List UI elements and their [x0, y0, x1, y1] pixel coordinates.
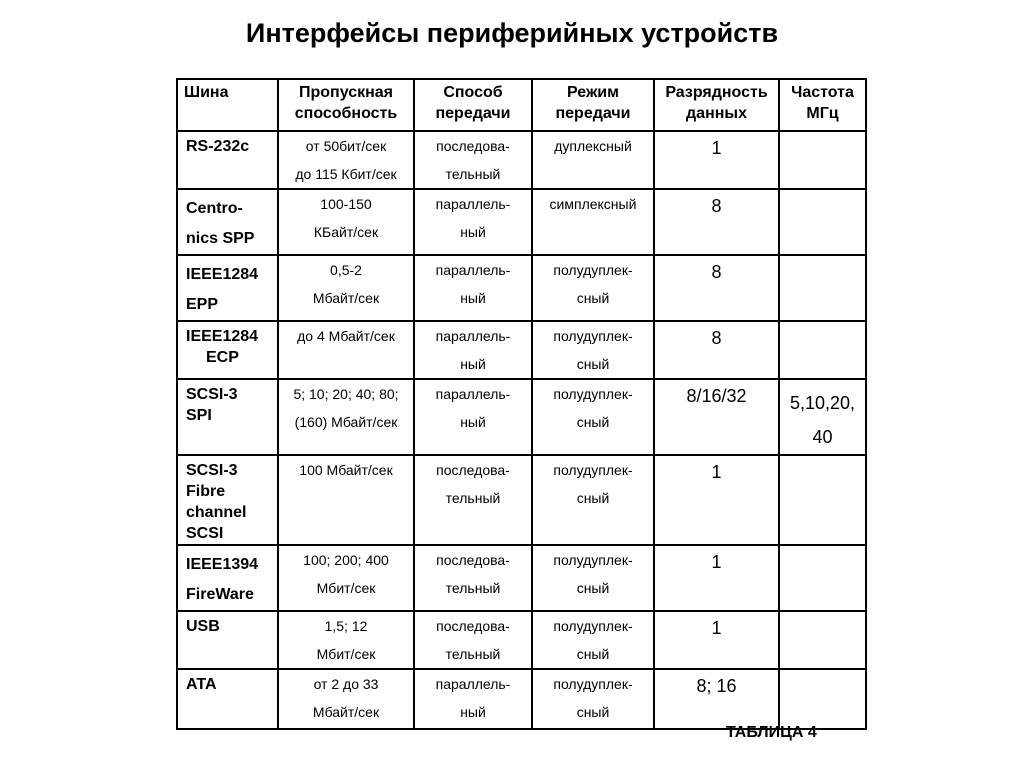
cell-method-line: последова-	[436, 552, 510, 568]
header-width-line1: Разрядность	[665, 84, 768, 101]
header-bandwidth-line1: Пропускная	[298, 84, 393, 101]
header-mode-line1: Режим	[567, 84, 619, 101]
bus-name-line: USB	[186, 618, 220, 635]
cell-mode	[532, 189, 654, 255]
table-row	[177, 611, 866, 669]
bus-name-line: EPP	[186, 296, 219, 313]
cell-freq	[779, 321, 866, 379]
cell-mode	[532, 131, 654, 189]
cell-method-line: параллель-	[435, 676, 511, 692]
cell-bus	[177, 189, 278, 255]
cell-method-line: ный	[460, 290, 486, 306]
table-row	[177, 255, 866, 321]
cell-bandwidth-line: до 4 Мбайт/сек	[297, 328, 395, 344]
cell-bandwidth-line: Мбит/сек	[316, 646, 376, 662]
cell-method-line: тельный	[445, 490, 501, 506]
cell-method	[414, 669, 532, 729]
table-row	[177, 455, 866, 545]
table-row	[177, 545, 866, 611]
cell-freq	[779, 189, 866, 255]
bus-name-line: Centro-	[186, 200, 243, 217]
header-mode	[532, 79, 654, 131]
cell-mode-line: сный	[576, 490, 610, 506]
cell-bandwidth	[278, 611, 414, 669]
cell-freq	[779, 455, 866, 545]
bus-name-line: channel	[186, 504, 247, 521]
cell-bandwidth	[278, 131, 414, 189]
cell-bandwidth-line: Мбит/сек	[316, 580, 376, 596]
cell-mode-line: полудуплек-	[553, 328, 633, 344]
bus-name-line: IEEE1394	[186, 556, 259, 573]
bus-name-line: FireWare	[186, 586, 254, 603]
cell-bus	[177, 669, 278, 729]
bus-name-line: RS-232c	[186, 138, 250, 155]
table-row	[177, 669, 866, 729]
cell-method-line: тельный	[445, 166, 501, 182]
bus-name-line: SCSI-3	[186, 386, 238, 403]
cell-width: 8; 16	[654, 669, 779, 729]
cell-method-line: ный	[460, 224, 486, 240]
cell-width: 8	[654, 189, 779, 255]
cell-mode-line: полудуплек-	[553, 618, 633, 634]
cell-bandwidth-line: 5; 10; 20; 40; 80;	[293, 386, 399, 402]
cell-mode-line: полудуплек-	[553, 462, 633, 478]
header-freq-line2: МГц	[806, 105, 839, 122]
cell-bandwidth	[278, 669, 414, 729]
cell-mode	[532, 611, 654, 669]
cell-method-line: параллель-	[435, 386, 511, 402]
cell-method	[414, 321, 532, 379]
cell-width: 8/16/32	[654, 379, 779, 455]
cell-bandwidth-line: 1,5; 12	[324, 618, 368, 634]
bus-name-line: IEEE1284	[186, 266, 259, 283]
cell-method	[414, 189, 532, 255]
cell-width: 1	[654, 611, 779, 669]
bus-name-line: SPI	[186, 407, 212, 424]
cell-mode-line: полудуплек-	[553, 386, 633, 402]
cell-mode-line: сный	[576, 704, 610, 720]
table-caption: ТАБЛИЦА 4	[726, 724, 817, 741]
cell-method	[414, 611, 532, 669]
cell-mode	[532, 545, 654, 611]
cell-method	[414, 545, 532, 611]
bus-name-line: SCSI-3	[186, 462, 238, 479]
header-freq	[779, 79, 866, 131]
cell-bus	[177, 131, 278, 189]
cell-mode-line: полудуплек-	[553, 262, 633, 278]
bus-name-line: IEEE1284	[186, 328, 259, 345]
cell-bandwidth	[278, 455, 414, 545]
cell-method	[414, 379, 532, 455]
bus-name-line: Fibre	[186, 483, 226, 500]
cell-bus	[177, 545, 278, 611]
bus-name-line: nics SPP	[186, 230, 255, 247]
cell-width: 8	[654, 255, 779, 321]
cell-method-line: последова-	[436, 462, 510, 478]
cell-mode-line: сный	[576, 414, 610, 430]
cell-mode	[532, 379, 654, 455]
cell-width: 1	[654, 455, 779, 545]
cell-bandwidth-line: КБайт/сек	[313, 224, 379, 240]
cell-method-line: тельный	[445, 580, 501, 596]
page-title: Интерфейсы периферийных устройств	[245, 18, 779, 48]
cell-method-line: ный	[460, 414, 486, 430]
header-row	[177, 79, 866, 131]
table-row	[177, 189, 866, 255]
cell-bandwidth-line: Мбайт/сек	[312, 704, 380, 720]
table-row	[177, 379, 866, 455]
cell-mode-line: полудуплек-	[553, 676, 633, 692]
bus-name-line: SCSI	[186, 525, 224, 542]
cell-bandwidth-line: от 2 до 33	[313, 676, 379, 692]
cell-mode	[532, 255, 654, 321]
cell-mode-line: симплексный	[549, 196, 637, 212]
cell-mode-line: сный	[576, 356, 610, 372]
bus-name-line: ATA	[186, 676, 217, 693]
cell-mode	[532, 321, 654, 379]
cell-mode-line: сный	[576, 580, 610, 596]
cell-mode	[532, 455, 654, 545]
cell-mode	[532, 669, 654, 729]
cell-bus	[177, 611, 278, 669]
cell-method	[414, 455, 532, 545]
cell-freq	[779, 611, 866, 669]
cell-mode-line: сный	[576, 646, 610, 662]
table-row	[177, 321, 866, 379]
cell-freq	[779, 255, 866, 321]
cell-width: 8	[654, 321, 779, 379]
cell-method-line: параллель-	[435, 262, 511, 278]
cell-freq	[779, 131, 866, 189]
header-bus-label: Шина	[184, 84, 229, 101]
cell-freq	[779, 669, 866, 729]
bus-name-line: ECP	[206, 349, 239, 366]
cell-bandwidth-line: 0,5-2	[330, 262, 362, 278]
cell-bus	[177, 321, 278, 379]
cell-mode-line: полудуплек-	[553, 552, 633, 568]
table-row	[177, 131, 866, 189]
cell-mode-line: дуплексный	[554, 138, 632, 154]
cell-bandwidth	[278, 255, 414, 321]
cell-bandwidth-line: Мбайт/сек	[312, 290, 380, 306]
header-method-line2: передачи	[435, 105, 511, 122]
cell-mode-line: сный	[576, 290, 610, 306]
cell-bandwidth	[278, 321, 414, 379]
header-freq-line1: Частота	[791, 84, 854, 101]
cell-method-line: последова-	[436, 138, 510, 154]
cell-bus	[177, 379, 278, 455]
cell-bandwidth-line: до 115 Кбит/сек	[295, 166, 397, 182]
header-mode-line2: передачи	[555, 105, 631, 122]
header-bus	[177, 79, 278, 131]
header-method-line1: Способ	[443, 84, 503, 101]
cell-method-line: ный	[460, 356, 486, 372]
cell-freq	[779, 545, 866, 611]
cell-method-line: последова-	[436, 618, 510, 634]
interfaces-table	[176, 78, 867, 730]
cell-bandwidth	[278, 379, 414, 455]
cell-method-line: параллель-	[435, 328, 511, 344]
cell-method-line: ный	[460, 704, 486, 720]
cell-method	[414, 131, 532, 189]
cell-bandwidth-line: 100 Мбайт/сек	[299, 462, 393, 478]
header-bandwidth-line2: способность	[294, 105, 398, 122]
cell-method-line: параллель-	[435, 196, 511, 212]
header-width	[654, 79, 779, 131]
header-width-line2: данных	[686, 105, 747, 122]
cell-bandwidth-line: (160) Мбайт/сек	[294, 414, 398, 430]
cell-width: 1	[654, 545, 779, 611]
cell-bandwidth-line: 100; 200; 400	[303, 552, 389, 568]
cell-freq: 5,10,20, 40	[779, 379, 866, 455]
cell-method-line: тельный	[445, 646, 501, 662]
cell-width: 1	[654, 131, 779, 189]
header-method	[414, 79, 532, 131]
cell-method	[414, 255, 532, 321]
cell-bandwidth-line: от 50бит/сек	[305, 138, 387, 154]
cell-bus	[177, 255, 278, 321]
cell-bandwidth	[278, 545, 414, 611]
cell-bandwidth	[278, 189, 414, 255]
header-bandwidth	[278, 79, 414, 131]
cell-bandwidth-line: 100-150	[320, 196, 372, 212]
cell-bus	[177, 455, 278, 545]
